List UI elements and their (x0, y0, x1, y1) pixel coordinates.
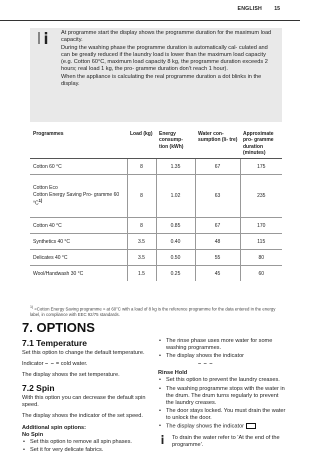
table-cell: 1.02 (156, 175, 195, 218)
table-cell: 67 (195, 218, 240, 234)
table-cell: Delicates 40 °C (30, 250, 127, 266)
list-item: • Set this option to remove all spin phases. (30, 439, 150, 446)
table-cell: 235 (240, 175, 282, 218)
page-header (0, 0, 300, 21)
table-cell: 3.5 (127, 250, 156, 266)
cold-water-indicator: – – (45, 361, 55, 368)
column-header: Load (kg) (127, 128, 156, 159)
spin-display-text: The display shows the indicator of the set speed. (22, 413, 143, 420)
rinse-info-list (158, 338, 286, 360)
table-cell: 8 (127, 159, 156, 175)
table-cell: 8 (127, 175, 156, 218)
information-icon (38, 31, 54, 45)
table-cell: 175 (240, 159, 282, 175)
additional-spin-heading: Additional spin options: (22, 424, 87, 431)
table-cell: 80 (240, 250, 282, 266)
table-row (30, 218, 282, 234)
programme-name-multiline: Cotton Eco Cotton Energy Saving Pro- gramme 60 °C (33, 185, 120, 207)
column-header: Energy consump- tion (kWh) (156, 128, 195, 159)
tip-text: To drain the water refer to ‘At the end of the programme’. (172, 434, 280, 448)
list-item: • Set this option to prevent the laundry creases. (166, 377, 286, 384)
list-item (166, 423, 286, 431)
spin-heading: 7.2 Spin (22, 383, 55, 394)
rinse-hold-list (158, 377, 286, 430)
language-label: ENGLISH (237, 6, 262, 12)
info-paragraph: When the appliance is calculating the real programme duration a dot blinks in the display. (61, 73, 262, 88)
column-header: Approximate pro- gramme duration (minutes) (240, 128, 282, 159)
list-item: • Set it for very delicate fabrics. (30, 447, 150, 454)
table-row (30, 159, 282, 175)
temperature-heading: 7.1 Temperature (22, 338, 88, 348)
footnote-marker: 1) (38, 198, 43, 203)
section-title: 7. OPTIONS (22, 320, 95, 335)
table-cell: 48 (195, 234, 240, 250)
footnote-marker: 1) (30, 305, 34, 309)
table-row (30, 175, 282, 218)
table-row (30, 250, 282, 266)
table-cell: Wool/Handwash 30 °C (30, 266, 127, 282)
right-column (158, 338, 286, 455)
table-cell: 1.35 (156, 159, 195, 175)
table-cell: Cotton 40 °C (30, 218, 127, 234)
no-spin-list (22, 439, 150, 454)
list-item: • The door stays locked. You must drain the water to unlock the door. (166, 408, 286, 422)
column-header: Programmes (30, 128, 127, 159)
rinse-hold-indicator-icon (246, 423, 256, 429)
table-footnote (30, 305, 282, 317)
table-header-row (30, 128, 282, 159)
table-row (30, 266, 282, 282)
temperature-display-text: The display shows the set temperature. (22, 372, 120, 379)
page-number: 15 (274, 6, 280, 12)
list-item: • The rinse phase uses more water for some washing programmes. (166, 338, 286, 352)
rinse-hold-heading: Rinse Hold (158, 370, 188, 377)
table-cell: Cotton 60 °C (30, 159, 127, 175)
table-cell: 170 (240, 218, 282, 234)
column-header: Water con- sumption (li- tre) (195, 128, 240, 159)
spin-text: With this option you can decrease the default spin speed. (22, 395, 146, 409)
table-cell: 67 (195, 159, 240, 175)
table-cell: 0.85 (156, 218, 195, 234)
table-cell: 60 (240, 266, 282, 282)
info-icon (158, 435, 167, 444)
table-row (30, 234, 282, 250)
table-cell: 0.40 (156, 234, 195, 250)
info-box (30, 28, 282, 122)
left-column (22, 338, 150, 458)
table-cell (30, 175, 127, 218)
table-cell: 115 (240, 234, 282, 250)
table-cell: 0.25 (156, 266, 195, 282)
info-text (61, 30, 275, 88)
table-cell: 1.5 (127, 266, 156, 282)
no-spin-heading: No Spin (22, 431, 44, 438)
table-cell: 63 (195, 175, 240, 218)
tip-note (158, 435, 286, 455)
footnote-text: «Cotton Energy Saving programme » at 60°C with a load of 8 kg is the reference programme for the data entered in the energy label, in compliance with EEC 92/75 standards. (30, 306, 276, 317)
temperature-text: Set this option to change the default temperature. (22, 350, 145, 356)
indicator-line (22, 361, 150, 368)
table-cell: 3.5 (127, 234, 156, 250)
indicator-suffix: = cold water. (55, 361, 88, 368)
table-cell: Synthetics 40 °C (30, 234, 127, 250)
table-cell: 0.50 (156, 250, 195, 266)
list-item: • The washing programme stops with the water in the drum. The drum turns regularly to prevent the laundry creases. (166, 386, 286, 407)
table-cell: 45 (195, 266, 240, 282)
table-cell: 55 (195, 250, 240, 266)
info-paragraph: At programme start the display shows the programme duration for the maximum load capacity. (61, 30, 272, 44)
indicator-prefix: Indicator (22, 361, 44, 368)
list-item: • The display shows the indicator (166, 353, 286, 360)
table-cell: 8 (127, 218, 156, 234)
rinse-indicator: – – – (198, 361, 213, 368)
list-item-text: The display shows the indicator (166, 423, 245, 430)
programme-table (30, 128, 282, 281)
info-paragraph: During the washing phase the programme duration is automatically cal- culated and can be greatly reduced if the laundry load is lower than the maximum load capacity (e.g. Cotton 60°C, maximum load capacity 8 kg, the programme duration exceeds 2 hours; real load 1 kg, the pro- gramme duration don’t reach 1 hour). (61, 44, 268, 73)
